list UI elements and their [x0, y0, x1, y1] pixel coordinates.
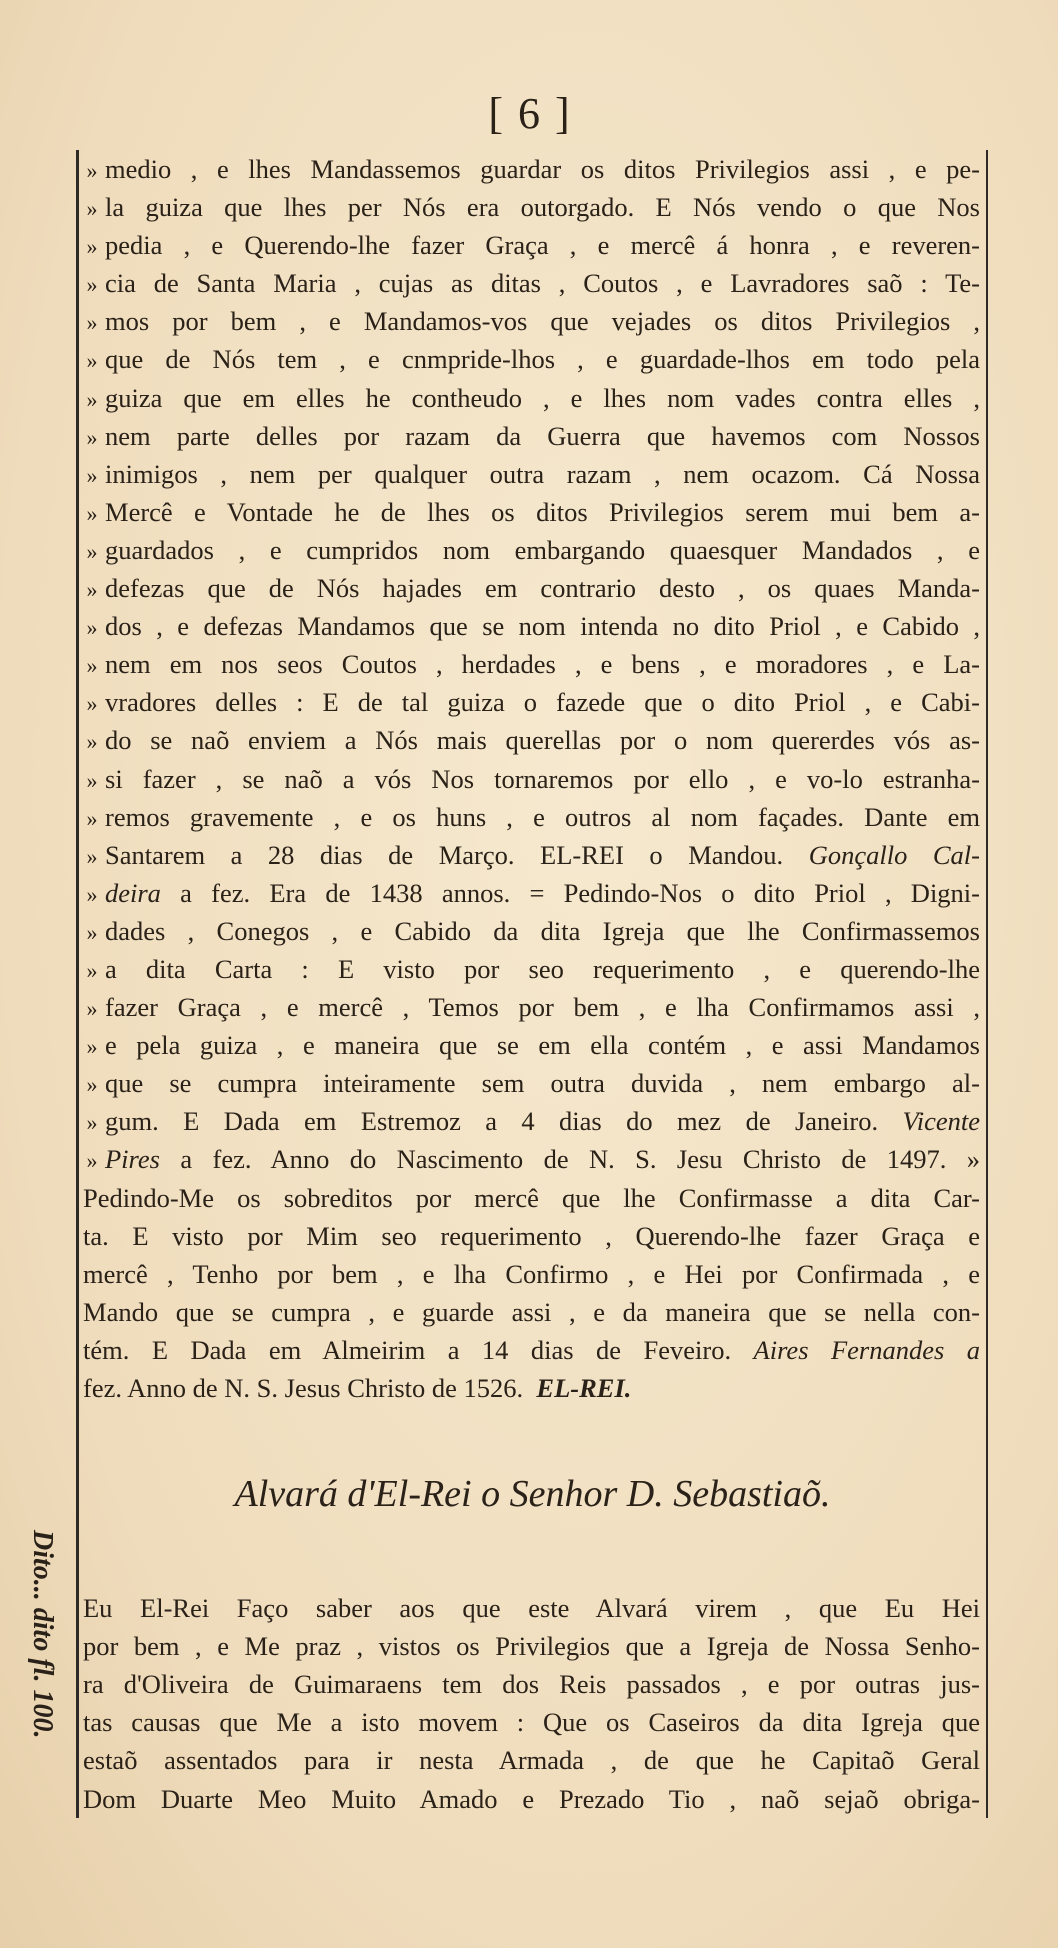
line-text: si fazer , se naõ a vós Nos tornaremos por ello , e vo-lo estranha-: [105, 763, 980, 794]
line-text: a dita Carta : E visto por seo requerimento , e querendo-lhe: [105, 953, 980, 984]
quote-mark: »: [86, 348, 98, 374]
text-line: [79, 1255, 986, 1293]
text-line: [79, 1293, 986, 1331]
line-text: Pires a fez. Anno do Nascimento de N. S. Jesu Christo de 1497. »: [105, 1144, 981, 1175]
line-text: Santarem a 28 dias de Março. EL-REI o Mandou. Gonçallo Cal-: [105, 839, 980, 870]
line-text: dades , Conegos , e Cabido da dita Igreja que lhe Confirmassemos: [105, 915, 980, 946]
line-text: medio , e lhes Mandassemos guardar os ditos Privilegios assi , e pe-: [105, 154, 980, 184]
line-text: guiza que em elles he contheudo , e lhes nom vades contra elles ,: [105, 382, 980, 413]
text-line: [79, 379, 986, 417]
text-line: [79, 150, 986, 188]
line-text: e pela guiza , e maneira que se em ella contém , e assi Mandamos: [105, 1030, 980, 1061]
text-line: [79, 1780, 986, 1818]
quote-mark: »: [86, 729, 98, 755]
scribe-name: Aires Fernandes a: [753, 1334, 981, 1365]
text-line: [79, 1179, 986, 1217]
quote-mark: »: [86, 538, 98, 564]
text-line: [79, 531, 986, 569]
line-text: por bem , e Me praz , vistos os Privilegios que a Igreja de Nossa Senho-: [83, 1631, 980, 1662]
line-text: pedia , e Querendo-lhe fazer Graça , e mercê á honra , e reveren-: [105, 230, 980, 261]
section-heading: Alvará d'El-Rei o Senhor D. Sebastiaõ.: [234, 1473, 831, 1516]
text-line: [79, 493, 986, 531]
quote-mark: »: [86, 577, 98, 603]
scribe-name: Vicente: [902, 1106, 981, 1137]
line-text: tém. E Dada em Almeirim a 14 dias de Feveiro. Aires Fernandes a: [83, 1334, 981, 1365]
line-text: gum. E Dada em Estremoz a 4 dias do mez de Janeiro. Vicente: [105, 1106, 981, 1137]
text-line: [79, 721, 986, 759]
text-line: [79, 1026, 986, 1064]
text-line: [79, 950, 986, 988]
text-line: [79, 455, 986, 493]
line-text: Dom Duarte Meo Muito Amado e Prezado Tio , naõ sejaõ obriga-: [83, 1783, 980, 1814]
quote-mark: »: [86, 843, 98, 869]
text-line: [79, 1741, 986, 1779]
quote-mark: »: [86, 158, 98, 183]
scribe-name: Pires: [105, 1144, 160, 1175]
line-text: estaõ assentados para ir nesta Armada , de que he Capitaõ Geral: [83, 1745, 980, 1776]
text-line: [79, 760, 986, 798]
page-number: [ 6 ]: [488, 89, 572, 138]
quote-mark: »: [86, 272, 98, 298]
quote-mark: »: [86, 1072, 98, 1098]
text-line: [79, 569, 986, 607]
line-text: que de Nós tem , e cnmpride-lhos , e guardade-lhos em todo pela: [105, 344, 980, 375]
line-text: inimigos , nem per qualquer outra razam , nem ocazom. Cá Nossa: [105, 458, 980, 489]
text-line: [79, 1665, 986, 1703]
text-line: [79, 607, 986, 645]
line-text: fez. Anno de N. S. Jesus Christo de 1526. EL-REI.: [83, 1373, 632, 1403]
quote-mark: »: [86, 462, 98, 488]
scribe-name: Gonçallo Cal-: [808, 839, 980, 870]
line-text: cia de Santa Maria , cujas as ditas , Coutos , e Lavradores saõ : Te-: [105, 268, 980, 299]
line-text: defezas que de Nós hajades em contrario desto , os quaes Manda-: [105, 573, 980, 604]
text-line: [79, 1589, 986, 1627]
quote-mark: »: [86, 653, 98, 679]
text-line: [79, 1703, 986, 1741]
line-text: mercê , Tenho por bem , e lha Confirmo , e Hei por Confirmada , e: [83, 1258, 980, 1289]
line-text: tas causas que Me a isto movem : Que os Caseiros da dita Igreja que: [83, 1707, 980, 1738]
margin-note: Dito... dito fl. 100.: [27, 1530, 58, 1739]
royal-signature: EL-REI.: [536, 1373, 632, 1403]
quote-mark: »: [86, 196, 98, 222]
line-text: Mercê e Vontade he de lhes os ditos Privilegios serem mui bem a-: [105, 496, 980, 527]
text-line: [79, 912, 986, 950]
quote-mark: »: [86, 1034, 98, 1060]
spacer: [79, 1529, 986, 1589]
line-text: remos gravemente , e os huns , e outros al nom façades. Dante em: [105, 801, 980, 832]
quote-mark: »: [86, 500, 98, 526]
text-line: [79, 1627, 986, 1665]
quote-mark: »: [86, 386, 98, 412]
line-text: deira a fez. Era de 1438 annos. = Pedindo-Nos o dito Priol , Digni-: [105, 877, 980, 908]
text-line: [79, 1369, 986, 1407]
quote-mark: »: [86, 424, 98, 450]
text-line: [79, 264, 986, 302]
line-text: fazer Graça , e mercê , Temos por bem , e lha Confirmamos assi ,: [105, 992, 980, 1023]
main-text-block: [76, 150, 988, 1818]
text-line: [79, 188, 986, 226]
line-text: guardados , e cumpridos nom embargando quaesquer Mandados , e: [105, 534, 980, 565]
quote-mark: »: [86, 234, 98, 260]
text-line: [79, 1331, 986, 1369]
text-line: [79, 340, 986, 378]
text-line: [79, 1140, 986, 1178]
line-text: Mando que se cumpra , e guarde assi , e da maneira que se nella con-: [83, 1296, 980, 1327]
line-text: Pedindo-Me os sobreditos por mercê que lhe Confirmasse a dita Car-: [83, 1182, 980, 1213]
line-text: Eu El-Rei Faço saber aos que este Alvará virem , que Eu Hei: [83, 1593, 980, 1624]
text-line: [79, 1102, 986, 1140]
text-line: [79, 874, 986, 912]
text-line: [79, 988, 986, 1026]
text-line: [79, 302, 986, 340]
scribe-name: deira: [105, 877, 161, 908]
quote-mark: »: [86, 1148, 98, 1174]
quote-mark: »: [86, 805, 98, 831]
line-text: nem em nos seos Coutos , herdades , e bens , e moradores , e La-: [105, 649, 980, 680]
text-line: [79, 683, 986, 721]
line-text: que se cumpra inteiramente sem outra duvida , nem embargo al-: [105, 1068, 980, 1099]
text-line: [79, 1217, 986, 1255]
line-text: nem parte delles por razam da Guerra que havemos com Nossos: [105, 420, 980, 451]
text-line: [79, 645, 986, 683]
quote-mark: »: [86, 615, 98, 641]
quote-mark: »: [86, 881, 98, 907]
line-text: dos , e defezas Mandamos que se nom intenda no dito Priol , e Cabido ,: [105, 611, 980, 642]
text-line: [79, 417, 986, 455]
text-line: [79, 798, 986, 836]
quote-mark: »: [86, 957, 98, 983]
line-text: vradores delles : E de tal guiza o fazede que o dito Priol , e Cabi-: [105, 687, 980, 718]
text-line: [79, 1064, 986, 1102]
quote-mark: »: [86, 919, 98, 945]
line-text: ta. E visto por Mim seo requerimento , Querendo-lhe fazer Graça e: [83, 1220, 980, 1251]
line-text: ra d'Oliveira de Guimaraens tem dos Reis passados , e por outras jus-: [83, 1669, 980, 1700]
quote-mark: »: [86, 767, 98, 793]
line-text: do se naõ enviem a Nós mais querellas por o nom quererdes vós as-: [105, 725, 980, 756]
spacer: [79, 1407, 986, 1459]
line-text: la guiza que lhes per Nós era outorgado. E Nós vendo o que Nos: [105, 192, 980, 223]
quote-mark: »: [86, 310, 98, 336]
quote-mark: »: [86, 1110, 98, 1136]
quote-mark: »: [86, 996, 98, 1022]
line-text: mos por bem , e Mandamos-vos que vejades os ditos Privilegios ,: [105, 306, 980, 337]
text-line: [79, 226, 986, 264]
text-line: [79, 836, 986, 874]
quote-mark: »: [86, 691, 98, 717]
